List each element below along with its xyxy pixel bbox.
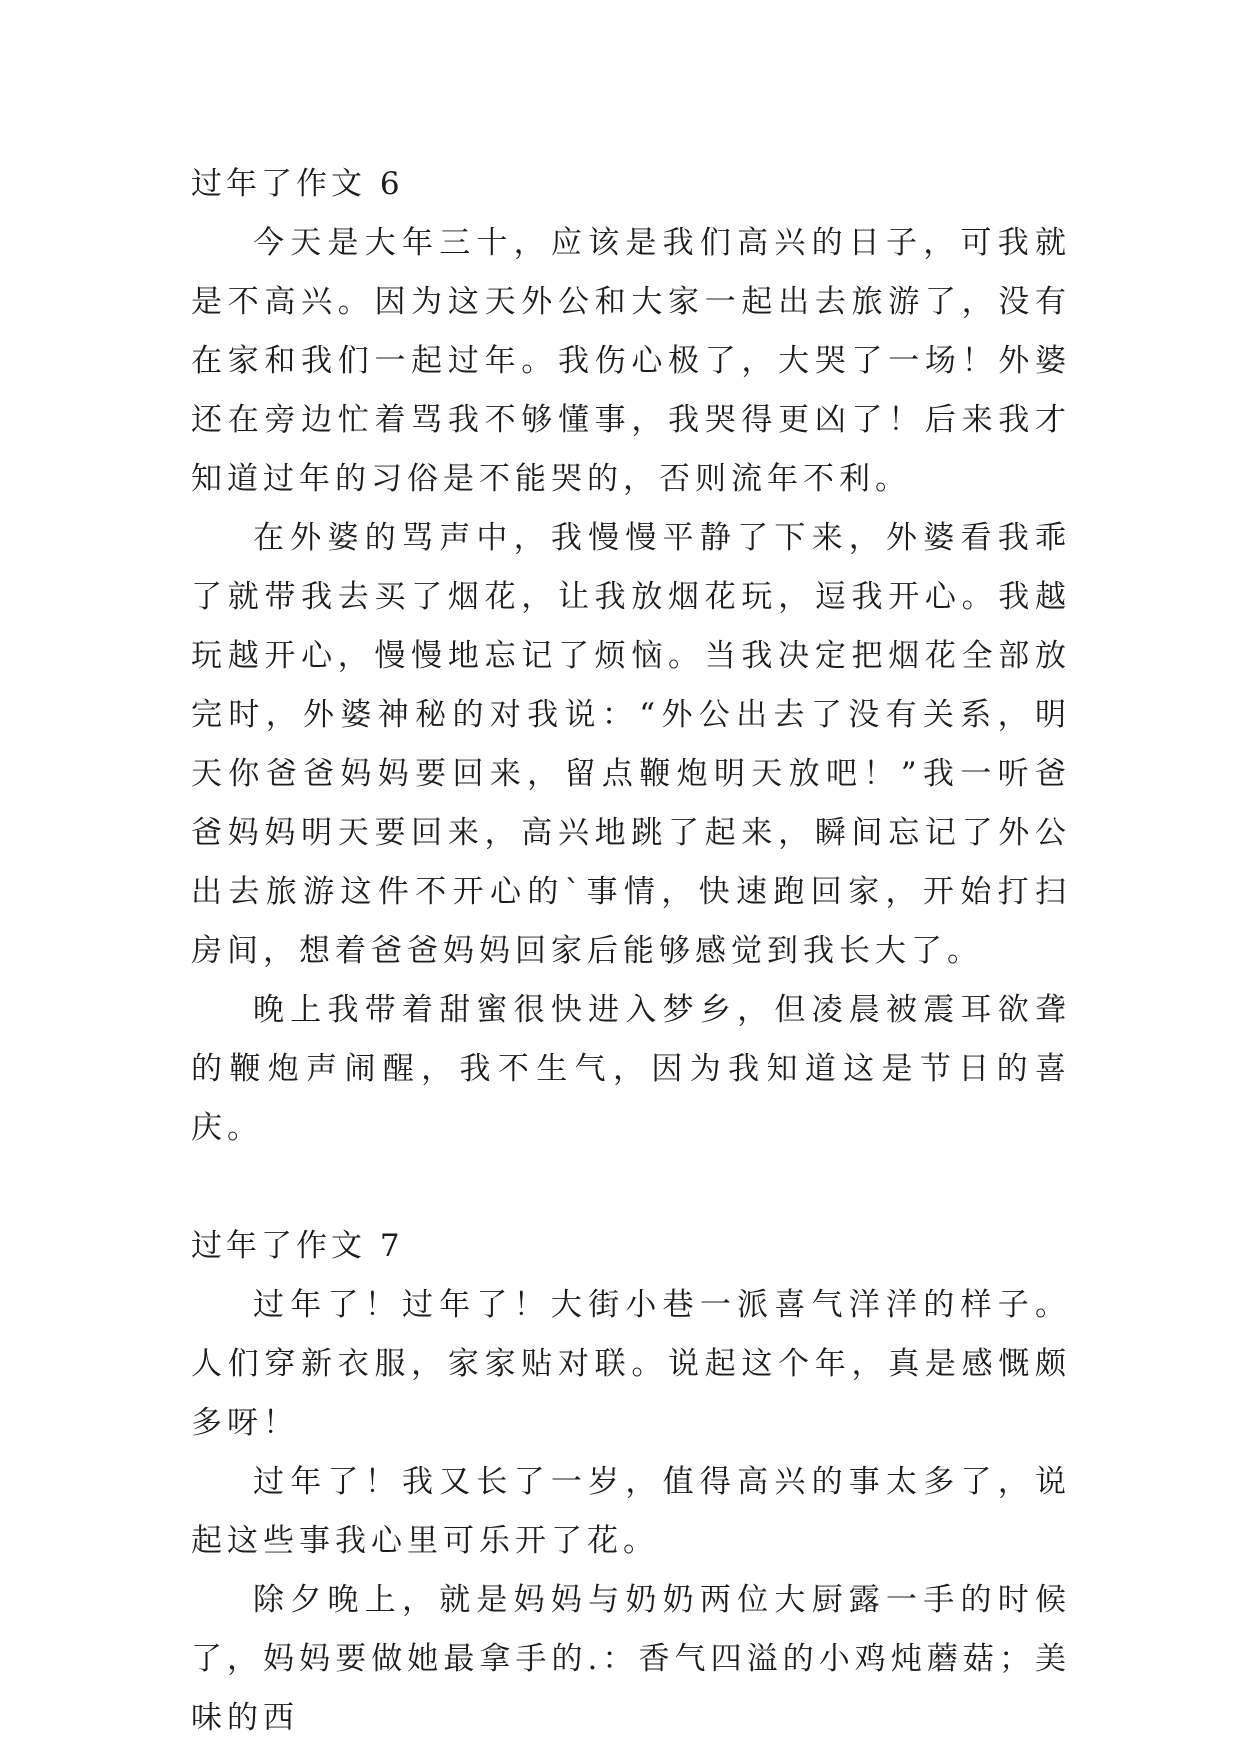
paragraph: 过年了！过年了！大街小巷一派喜气洋洋的样子。人们穿新衣服，家家贴对联。说起这个年，真是感慨颇多呀！	[191, 1287, 1071, 1441]
section-title: 过年了作文 7	[191, 1228, 404, 1264]
section-spacer	[191, 1158, 1071, 1217]
document-body	[191, 155, 1071, 1748]
paragraph: 今天是大年三十，应该是我们高兴的日子，可我就是不高兴。因为这天外公和大家一起出去旅游了，没有在家和我们一起过年。我伤心极了，大哭了一场！外婆还在旁边忙着骂我不够懂事，我哭得更凶了！后来我才知道过年的习俗是不能哭的，否则流年不利。	[191, 225, 1071, 497]
paragraph: 除夕晚上，就是妈妈与奶奶两位大厨露一手的时候了，妈妈要做她最拿手的.：香气四溢的小鸡炖蘑菇；美味的西	[191, 1582, 1071, 1736]
paragraph: 晚上我带着甜蜜很快进入梦乡，但凌晨被震耳欲聋的鞭炮声闹醒，我不生气，因为我知道这是节日的喜庆。	[191, 992, 1071, 1146]
essay-section-6	[191, 155, 1071, 1158]
paragraph: 在外婆的骂声中，我慢慢平静了下来，外婆看我乖了就带我去买了烟花，让我放烟花玩，逗我开心。我越玩越开心，慢慢地忘记了烦恼。当我决定把烟花全部放完时，外婆神秘的对我说：“外公出去了没有关系，明天你爸爸妈妈要回来，留点鞭炮明天放吧！”我一听爸爸妈妈明天要回来，高兴地跳了起来，瞬间忘记了外公出去旅游这件不开心的`事情，快速跑回家，开始打扫房间，想着爸爸妈妈回家后能够感觉到我长大了。	[191, 520, 1071, 969]
essay-section-7	[191, 1217, 1071, 1748]
section-title: 过年了作文 6	[191, 166, 404, 202]
paragraph: 过年了！我又长了一岁，值得高兴的事太多了，说起这些事我心里可乐开了花。	[191, 1464, 1071, 1559]
